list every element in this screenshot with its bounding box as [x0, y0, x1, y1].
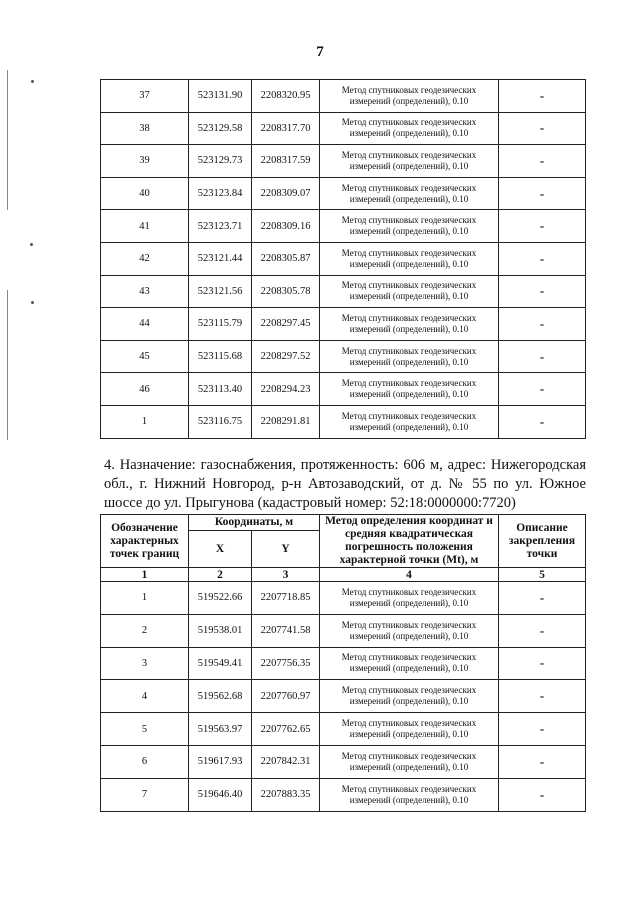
x-coordinate-cell: 523131.90	[189, 80, 252, 113]
table-row	[101, 177, 586, 210]
scan-dot	[31, 80, 34, 83]
description-cell: -	[499, 680, 586, 713]
point-number-cell: 43	[101, 275, 189, 308]
header-y: Y	[252, 531, 320, 568]
scan-dot	[30, 243, 33, 246]
method-cell: Метод спутниковых геодезических измерений (определений), 0.10	[320, 177, 499, 210]
header-designation: Обозначение характерных точек границ	[101, 515, 189, 568]
description-cell: -	[499, 80, 586, 113]
x-coordinate-cell: 523113.40	[189, 373, 252, 406]
method-cell: Метод спутниковых геодезических измерений (определений), 0.10	[320, 713, 499, 746]
method-cell: Метод спутниковых геодезических измерений (определений), 0.10	[320, 275, 499, 308]
method-cell: Метод спутниковых геодезических измерений (определений), 0.10	[320, 340, 499, 373]
section-4-description	[104, 456, 586, 513]
header-coordinates: Координаты, м	[189, 515, 320, 531]
table-row	[101, 373, 586, 406]
table-row	[101, 210, 586, 243]
description-cell: -	[499, 373, 586, 406]
page-number: 7	[316, 44, 324, 60]
table-row	[101, 80, 586, 113]
point-number-cell: 39	[101, 145, 189, 178]
description-cell: -	[499, 745, 586, 778]
point-number-cell: 6	[101, 745, 189, 778]
point-number-cell: 5	[101, 713, 189, 746]
y-coordinate-cell: 2208320.95	[252, 80, 320, 113]
method-cell: Метод спутниковых геодезических измерений (определений), 0.10	[320, 145, 499, 178]
point-number-cell: 44	[101, 308, 189, 341]
y-coordinate-cell: 2208309.07	[252, 177, 320, 210]
scan-edge-line	[7, 290, 8, 440]
method-cell: Метод спутниковых геодезических измерений (определений), 0.10	[320, 80, 499, 113]
description-cell: -	[499, 647, 586, 680]
y-coordinate-cell: 2208317.70	[252, 112, 320, 145]
table-row	[101, 778, 586, 811]
y-coordinate-cell: 2207741.58	[252, 614, 320, 647]
x-coordinate-cell: 519646.40	[189, 778, 252, 811]
x-coordinate-cell: 519549.41	[189, 647, 252, 680]
point-number-cell: 45	[101, 340, 189, 373]
description-cell: -	[499, 275, 586, 308]
description-cell: -	[499, 210, 586, 243]
table-row	[101, 745, 586, 778]
point-number-cell: 42	[101, 242, 189, 275]
method-cell: Метод спутниковых геодезических измерений (определений), 0.10	[320, 778, 499, 811]
point-number-cell: 4	[101, 680, 189, 713]
table-row	[101, 713, 586, 746]
x-coordinate-cell: 523129.58	[189, 112, 252, 145]
table-row	[101, 340, 586, 373]
table-row	[101, 275, 586, 308]
header-method: Метод определения координат и средняя квадратическая погрешность положения характерной точки (Mt), м	[320, 515, 499, 568]
y-coordinate-cell: 2207842.31	[252, 745, 320, 778]
point-number-cell: 40	[101, 177, 189, 210]
method-cell: Метод спутниковых геодезических измерений (определений), 0.10	[320, 582, 499, 615]
description-cell: -	[499, 112, 586, 145]
section-4-text: 4. Назначение: газоснабжения, протяженность: 606 м, адрес: Нижегородская обл., г. Нижний Новгород, р-н Автозаводский, от д. № 55 по ул. Южное шоссе до ул. Прыгунова (кадастровый номер: 52:18:0000000:7720)	[104, 457, 586, 511]
y-coordinate-cell: 2208294.23	[252, 373, 320, 406]
description-cell: -	[499, 614, 586, 647]
description-cell: -	[499, 582, 586, 615]
point-number-cell: 38	[101, 112, 189, 145]
y-coordinate-cell: 2208297.52	[252, 340, 320, 373]
point-number-cell: 41	[101, 210, 189, 243]
description-cell: -	[499, 177, 586, 210]
column-number: 1	[101, 568, 189, 582]
coordinates-table-continued	[100, 79, 586, 439]
table-row	[101, 242, 586, 275]
x-coordinate-cell: 523123.84	[189, 177, 252, 210]
x-coordinate-cell: 523121.44	[189, 242, 252, 275]
header-description: Описание закрепления точки	[499, 515, 586, 568]
description-cell: -	[499, 713, 586, 746]
table-row	[101, 405, 586, 438]
column-number: 2	[189, 568, 252, 582]
table-row	[101, 582, 586, 615]
point-number-cell: 7	[101, 778, 189, 811]
x-coordinate-cell: 523115.79	[189, 308, 252, 341]
description-cell: -	[499, 340, 586, 373]
method-cell: Метод спутниковых геодезических измерений (определений), 0.10	[320, 112, 499, 145]
point-number-cell: 46	[101, 373, 189, 406]
y-coordinate-cell: 2207756.35	[252, 647, 320, 680]
point-number-cell: 1	[101, 405, 189, 438]
column-number: 4	[320, 568, 499, 582]
y-coordinate-cell: 2207760.97	[252, 680, 320, 713]
description-cell: -	[499, 308, 586, 341]
description-cell: -	[499, 405, 586, 438]
method-cell: Метод спутниковых геодезических измерений (определений), 0.10	[320, 373, 499, 406]
point-number-cell: 3	[101, 647, 189, 680]
description-cell: -	[499, 242, 586, 275]
table-row	[101, 112, 586, 145]
table-row	[101, 145, 586, 178]
point-number-cell: 2	[101, 614, 189, 647]
x-coordinate-cell: 519617.93	[189, 745, 252, 778]
method-cell: Метод спутниковых геодезических измерений (определений), 0.10	[320, 647, 499, 680]
scan-dot	[31, 301, 34, 304]
y-coordinate-cell: 2208291.81	[252, 405, 320, 438]
method-cell: Метод спутниковых геодезических измерений (определений), 0.10	[320, 210, 499, 243]
y-coordinate-cell: 2207762.65	[252, 713, 320, 746]
y-coordinate-cell: 2208309.16	[252, 210, 320, 243]
description-cell: -	[499, 778, 586, 811]
x-coordinate-cell: 523123.71	[189, 210, 252, 243]
description-cell: -	[499, 145, 586, 178]
method-cell: Метод спутниковых геодезических измерений (определений), 0.10	[320, 242, 499, 275]
header-x: X	[189, 531, 252, 568]
y-coordinate-cell: 2208297.45	[252, 308, 320, 341]
y-coordinate-cell: 2208305.78	[252, 275, 320, 308]
x-coordinate-cell: 519538.01	[189, 614, 252, 647]
method-cell: Метод спутниковых геодезических измерений (определений), 0.10	[320, 405, 499, 438]
x-coordinate-cell: 519562.68	[189, 680, 252, 713]
point-number-cell: 37	[101, 80, 189, 113]
method-cell: Метод спутниковых геодезических измерений (определений), 0.10	[320, 680, 499, 713]
y-coordinate-cell: 2207883.35	[252, 778, 320, 811]
x-coordinate-cell: 523116.75	[189, 405, 252, 438]
method-cell: Метод спутниковых геодезических измерений (определений), 0.10	[320, 745, 499, 778]
column-number: 5	[499, 568, 586, 582]
x-coordinate-cell: 519563.97	[189, 713, 252, 746]
table-row	[101, 308, 586, 341]
coordinates-table-section-4	[100, 514, 586, 812]
table-row	[101, 647, 586, 680]
x-coordinate-cell: 519522.66	[189, 582, 252, 615]
y-coordinate-cell: 2207718.85	[252, 582, 320, 615]
y-coordinate-cell: 2208317.59	[252, 145, 320, 178]
x-coordinate-cell: 523129.73	[189, 145, 252, 178]
table-row	[101, 614, 586, 647]
table-row	[101, 680, 586, 713]
method-cell: Метод спутниковых геодезических измерений (определений), 0.10	[320, 308, 499, 341]
method-cell: Метод спутниковых геодезических измерений (определений), 0.10	[320, 614, 499, 647]
column-number: 3	[252, 568, 320, 582]
x-coordinate-cell: 523121.56	[189, 275, 252, 308]
x-coordinate-cell: 523115.68	[189, 340, 252, 373]
point-number-cell: 1	[101, 582, 189, 615]
scan-edge-line	[7, 70, 8, 210]
y-coordinate-cell: 2208305.87	[252, 242, 320, 275]
